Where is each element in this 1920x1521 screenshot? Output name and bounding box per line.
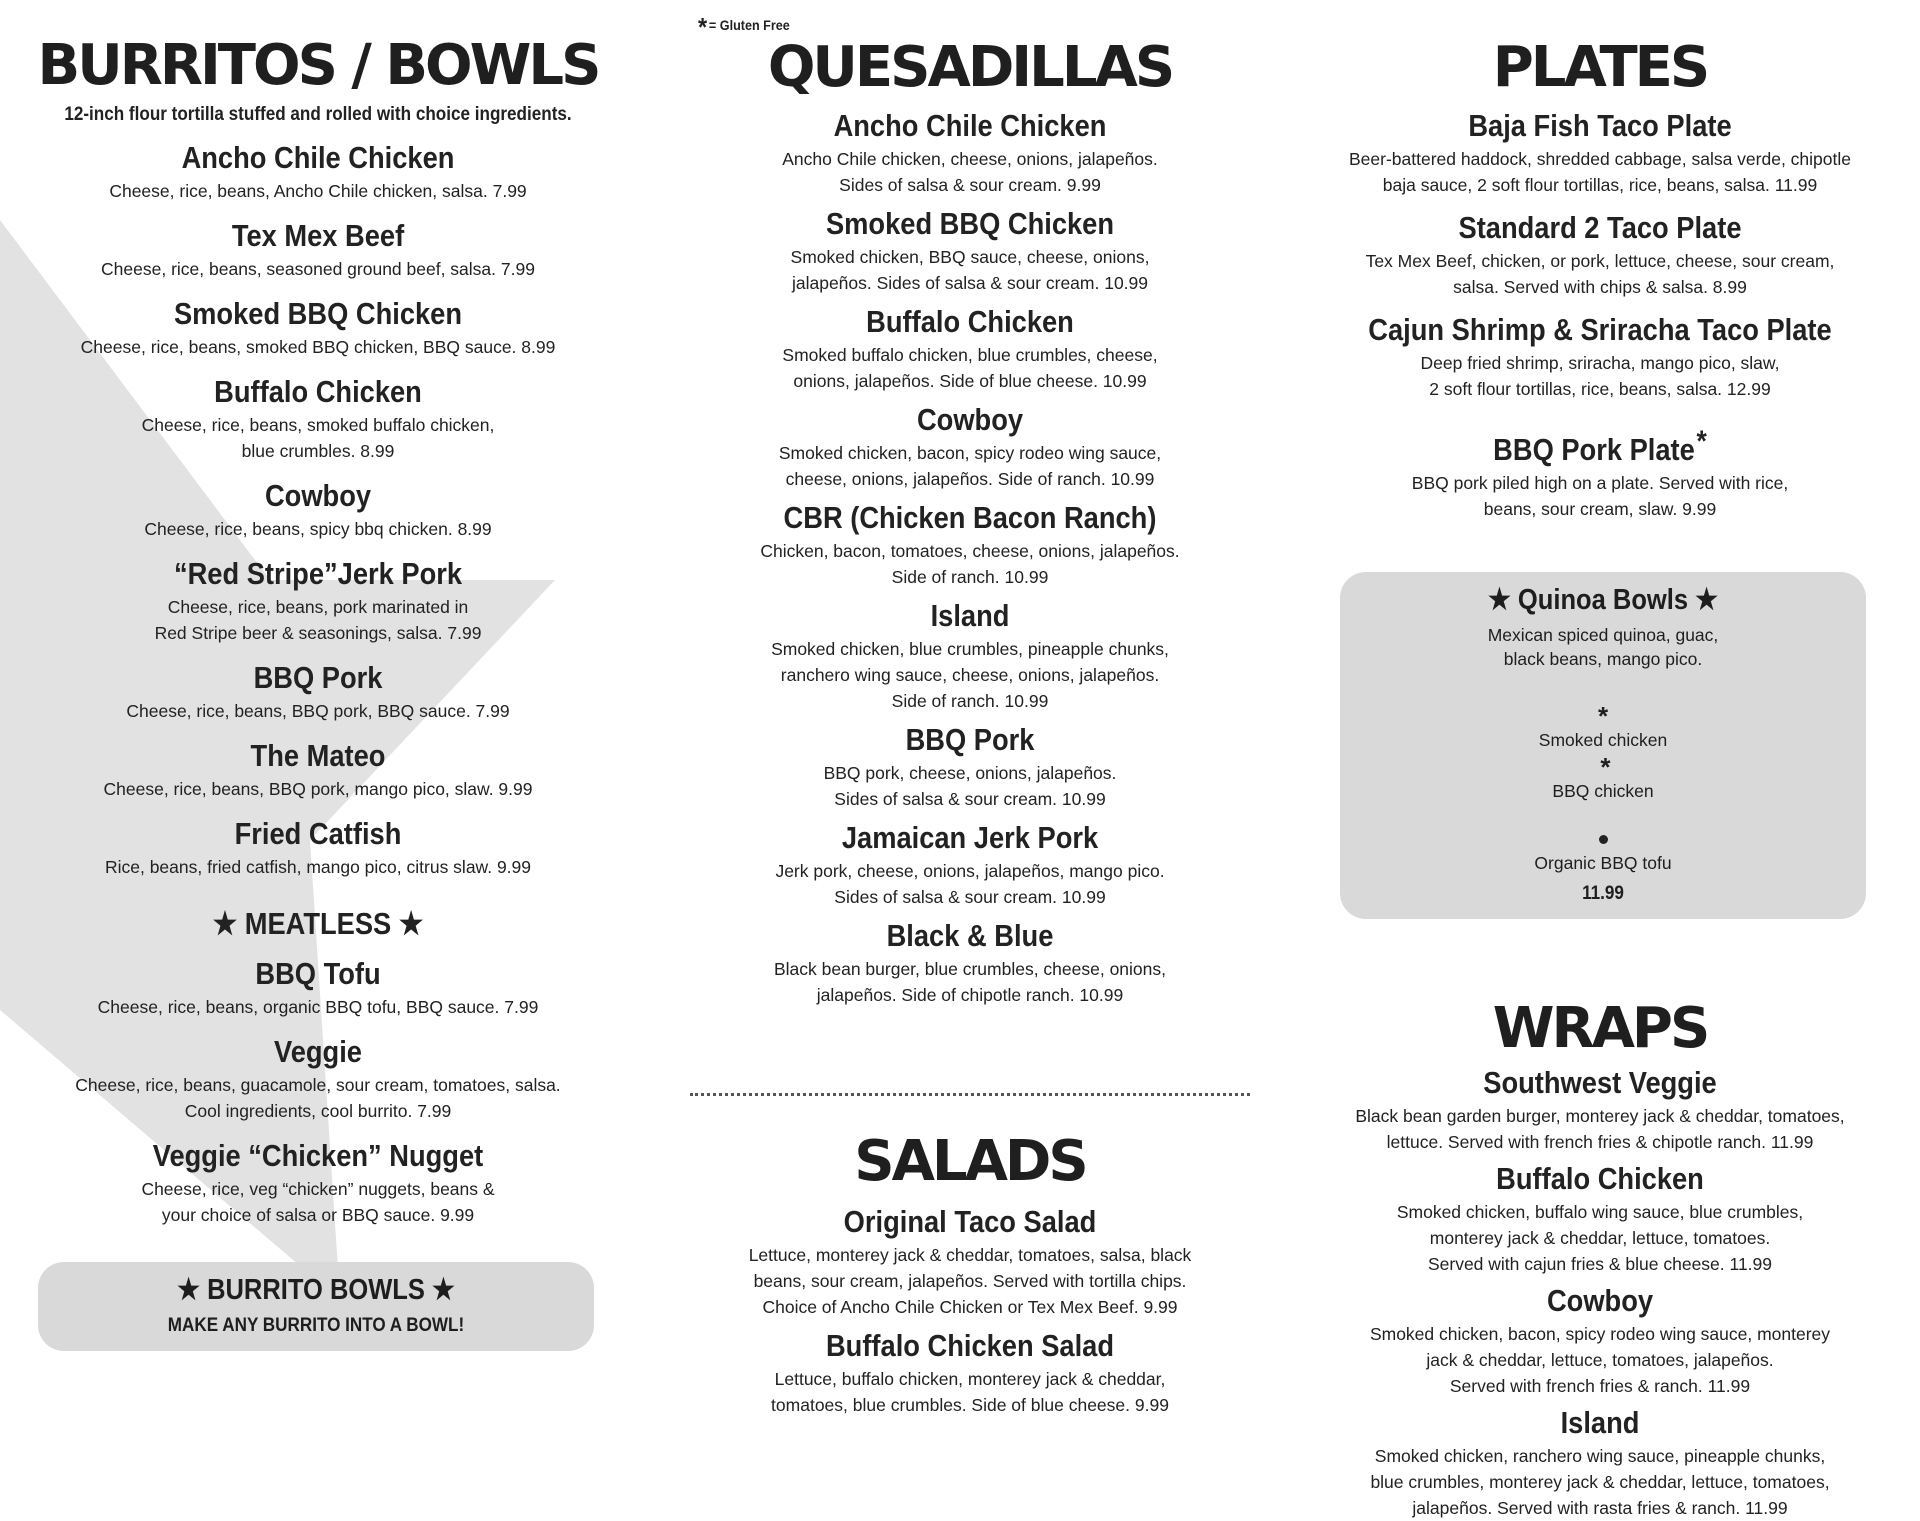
- item-name: BBQ Pork: [905, 722, 1035, 757]
- item-desc: Cheese, rice, beans, Ancho Chile chicken, salsa. 7.99: [109, 181, 527, 201]
- quinoa-option-1: Smoked chicken: [1538, 730, 1668, 750]
- item-name: Jamaican Jerk Pork: [841, 820, 1099, 855]
- item-desc: BBQ pork, cheese, onions, jalapeños. Sides of salsa & sour cream. 10.99: [823, 763, 1117, 809]
- item-desc: Lettuce, monterey jack & cheddar, tomatoes, salsa, black beans, sour cream, jalapeños. Served with tortilla chips. Choice of Ancho Chile Chicken or Tex Mex Beef. 9.99: [748, 1245, 1192, 1317]
- meatless-title: ★ MEATLESS ★: [212, 906, 424, 941]
- item-desc: Black bean burger, blue crumbles, cheese, onions, jalapeños. Side of chipotle ranch. 10.99: [773, 959, 1167, 1005]
- item-name: Tex Mex Beef: [231, 218, 405, 253]
- gluten-free-star-icon: *: [698, 12, 708, 42]
- burrito-bowls-title: ★ BURRITO BOWLS ★: [177, 1274, 455, 1306]
- item-name: Veggie “Chicken” Nugget: [152, 1138, 484, 1173]
- menu-item: [1310, 108, 1890, 198]
- quinoa-bowls-text: Mexican spiced quinoa, guac, black beans, mango pico.: [1487, 625, 1719, 669]
- quinoa-options: [1340, 677, 1866, 803]
- menu-item: [0, 556, 636, 646]
- plates-title: PLATES: [1492, 35, 1708, 100]
- menu-item: [0, 478, 636, 542]
- item-name: Original Taco Salad: [843, 1204, 1097, 1239]
- item-desc: Ancho Chile chicken, cheese, onions, jalapeños. Sides of salsa & sour cream. 9.99: [782, 149, 1158, 195]
- menu-item: [690, 820, 1250, 910]
- menu-item: [690, 402, 1250, 492]
- item-name: Veggie: [274, 1034, 362, 1069]
- menu-item: [1310, 312, 1890, 402]
- menu-item: [0, 956, 636, 1020]
- menu-item: [0, 816, 636, 880]
- item-name: Southwest Veggie: [1483, 1065, 1717, 1100]
- item-name: Baja Fish Taco Plate: [1468, 108, 1732, 143]
- item-desc: Deep fried shrimp, sriracha, mango pico, slaw, 2 soft flour tortillas, rice, beans, salsa. 12.99: [1420, 353, 1780, 399]
- item-desc: Smoked chicken, BBQ sauce, cheese, onions, jalapeños. Sides of salsa & sour cream. 10.99: [790, 247, 1150, 293]
- item-desc: Cheese, rice, beans, guacamole, sour cream, tomatoes, salsa. Cool ingredients, cool burrito. 7.99: [75, 1075, 561, 1121]
- quinoa-option-row: [1340, 803, 1866, 875]
- menu-item: [690, 598, 1250, 714]
- item-desc: Tex Mex Beef, chicken, or pork, lettuce, cheese, sour cream, salsa. Served with chips & salsa. 8.99: [1365, 251, 1835, 297]
- item-desc: Cheese, rice, veg “chicken” nuggets, beans & your choice of salsa or BBQ sauce. 9.99: [141, 1179, 495, 1225]
- burrito-bowls-box: [38, 1262, 594, 1351]
- menu-item: [690, 108, 1250, 198]
- quesadillas-section: [690, 0, 1250, 1418]
- item-desc: Lettuce, buffalo chicken, monterey jack & cheddar, tomatoes, blue crumbles. Side of blue cheese. 9.99: [771, 1369, 1169, 1415]
- item-desc: Jerk pork, cheese, onions, jalapeños, mango pico. Sides of salsa & sour cream. 10.99: [775, 861, 1165, 907]
- item-name: Standard 2 Taco Plate: [1458, 210, 1742, 245]
- gluten-free-star-icon: *: [1600, 752, 1611, 782]
- item-desc: Smoked chicken, blue crumbles, pineapple chunks, ranchero wing sauce, cheese, onions, jalapeños. Side of ranch. 10.99: [771, 639, 1169, 711]
- plates-section: [1310, 0, 1890, 1521]
- quesadillas-title: QUESADILLAS: [767, 35, 1173, 100]
- wraps-title: WRAPS: [1492, 996, 1708, 1061]
- menu-item: [0, 1034, 636, 1124]
- item-name: Buffalo Chicken Salad: [825, 1328, 1115, 1363]
- menu-item: [0, 218, 636, 282]
- menu-item: [1310, 1283, 1890, 1399]
- gluten-free-note: [698, 12, 790, 43]
- gluten-free-star-icon: *: [1696, 425, 1707, 458]
- item-desc: Cheese, rice, beans, organic BBQ tofu, BBQ sauce. 7.99: [97, 997, 539, 1017]
- menu-item: [0, 738, 636, 802]
- item-name: Buffalo Chicken: [1496, 1161, 1704, 1196]
- item-desc: Smoked buffalo chicken, blue crumbles, cheese, onions, jalapeños. Side of blue cheese. 10.99: [782, 345, 1158, 391]
- item-desc: Smoked chicken, buffalo wing sauce, blue crumbles, monterey jack & cheddar, lettuce, tomatoes. Served with cajun fries & blue cheese. 11.99: [1396, 1202, 1804, 1274]
- menu-item: [1310, 1405, 1890, 1521]
- item-name: Buffalo Chicken: [214, 374, 422, 409]
- item-desc: Cheese, rice, beans, seasoned ground beef, salsa. 7.99: [101, 259, 535, 279]
- burrito-bowls-text: MAKE ANY BURRITO INTO A BOWL!: [167, 1315, 465, 1336]
- item-name: Cajun Shrimp & Sriracha Taco Plate: [1368, 312, 1832, 347]
- item-name: Cowboy: [264, 478, 372, 513]
- gluten-free-star-icon: *: [1597, 701, 1609, 731]
- menu-item: [690, 500, 1250, 590]
- quinoa-option-2: BBQ chicken: [1552, 781, 1654, 801]
- gluten-free-label: = Gluten Free: [708, 17, 790, 33]
- burritos-subtitle: 12-inch flour tortilla stuffed and rolled with choice ingredients.: [64, 104, 572, 125]
- menu-item: [1310, 1161, 1890, 1277]
- menu-item: [690, 304, 1250, 394]
- menu-item: [690, 722, 1250, 812]
- quinoa-bowls-box: [1340, 572, 1866, 919]
- menu-item: [0, 374, 636, 464]
- item-name: The Mateo: [250, 738, 386, 773]
- quinoa-option-3: Organic BBQ tofu: [1534, 853, 1672, 873]
- menu-item: [0, 296, 636, 360]
- menu-item: [690, 206, 1250, 296]
- item-desc: Cheese, rice, beans, BBQ pork, BBQ sauce. 7.99: [126, 701, 510, 721]
- item-name: Black & Blue: [886, 918, 1054, 953]
- burritos-section: [0, 0, 636, 1351]
- item-desc: Cheese, rice, beans, smoked buffalo chicken, blue crumbles. 8.99: [141, 415, 495, 461]
- item-desc: Rice, beans, fried catfish, mango pico, citrus slaw. 9.99: [104, 857, 532, 877]
- item-name: “Red Stripe”Jerk Pork: [173, 556, 463, 591]
- salads-title: SALADS: [854, 1129, 1086, 1194]
- menu-item: [0, 140, 636, 204]
- item-name: BBQ Pork: [253, 660, 383, 695]
- item-name: CBR (Chicken Bacon Ranch): [783, 500, 1157, 535]
- item-desc: Cheese, rice, beans, pork marinated in Red Stripe beer & seasonings, salsa. 7.99: [154, 597, 482, 643]
- item-desc: Smoked chicken, ranchero wing sauce, pineapple chunks, blue crumbles, monterey jack & cheddar, lettuce, tomatoes, jalapeños. Served with rasta fries & ranch. 11.99: [1370, 1446, 1830, 1518]
- menu-item: [690, 1328, 1250, 1418]
- item-name-text: BBQ Pork Plate: [1493, 432, 1695, 467]
- menu-item: [1310, 1065, 1890, 1155]
- menu-item: [0, 1138, 636, 1228]
- item-desc: Smoked chicken, bacon, spicy rodeo wing sauce, monterey jack & cheddar, lettuce, tomatoes, jalapeños. Served with french fries & ranch. 11.99: [1369, 1324, 1831, 1396]
- menu-item: [0, 660, 636, 724]
- item-desc: Black bean garden burger, monterey jack & cheddar, tomatoes, lettuce. Served with french fries & chipotle ranch. 11.99: [1355, 1106, 1845, 1152]
- item-desc: Chicken, bacon, tomatoes, cheese, onions, jalapeños. Side of ranch. 10.99: [760, 541, 1180, 587]
- menu-item: [690, 1204, 1250, 1320]
- quinoa-price: 11.99: [1582, 883, 1624, 904]
- item-desc: Cheese, rice, beans, BBQ pork, mango pico, slaw. 9.99: [103, 779, 533, 799]
- item-name: Fried Catfish: [234, 816, 402, 851]
- item-name: Island: [1560, 1405, 1640, 1440]
- item-name: BBQ Tofu: [255, 956, 381, 991]
- menu-item: [690, 918, 1250, 1008]
- bullet-icon: [1599, 835, 1608, 844]
- item-name: Ancho Chile Chicken: [833, 108, 1107, 143]
- burritos-title: BURRITOS / BOWLS: [37, 33, 599, 98]
- item-name: Ancho Chile Chicken: [181, 140, 455, 175]
- item-name: Smoked BBQ Chicken: [825, 206, 1115, 241]
- item-desc: Cheese, rice, beans, spicy bbq chicken. 8.99: [144, 519, 492, 539]
- menu-item: [1310, 210, 1890, 300]
- menu-item: [1310, 425, 1890, 522]
- item-name: [1345, 425, 1855, 468]
- item-name: Cowboy: [916, 402, 1024, 437]
- item-name: Buffalo Chicken: [866, 304, 1074, 339]
- item-desc: Cheese, rice, beans, smoked BBQ chicken, BBQ sauce. 8.99: [80, 337, 556, 357]
- item-desc: BBQ pork piled high on a plate. Served with rice, beans, sour cream, slaw. 9.99: [1411, 473, 1789, 519]
- quinoa-bowls-title: ★ Quinoa Bowls ★: [1487, 584, 1719, 616]
- item-name: Cowboy: [1546, 1283, 1654, 1318]
- item-desc: Smoked chicken, bacon, spicy rodeo wing sauce, cheese, onions, jalapeños. Side of ranch. 10.99: [778, 443, 1162, 489]
- item-name: Smoked BBQ Chicken: [173, 296, 463, 331]
- item-desc: Beer-battered haddock, shredded cabbage, salsa verde, chipotle baja sauce, 2 soft flour tortillas, rice, beans, salsa. 11.99: [1349, 149, 1851, 195]
- item-name: Island: [930, 598, 1010, 633]
